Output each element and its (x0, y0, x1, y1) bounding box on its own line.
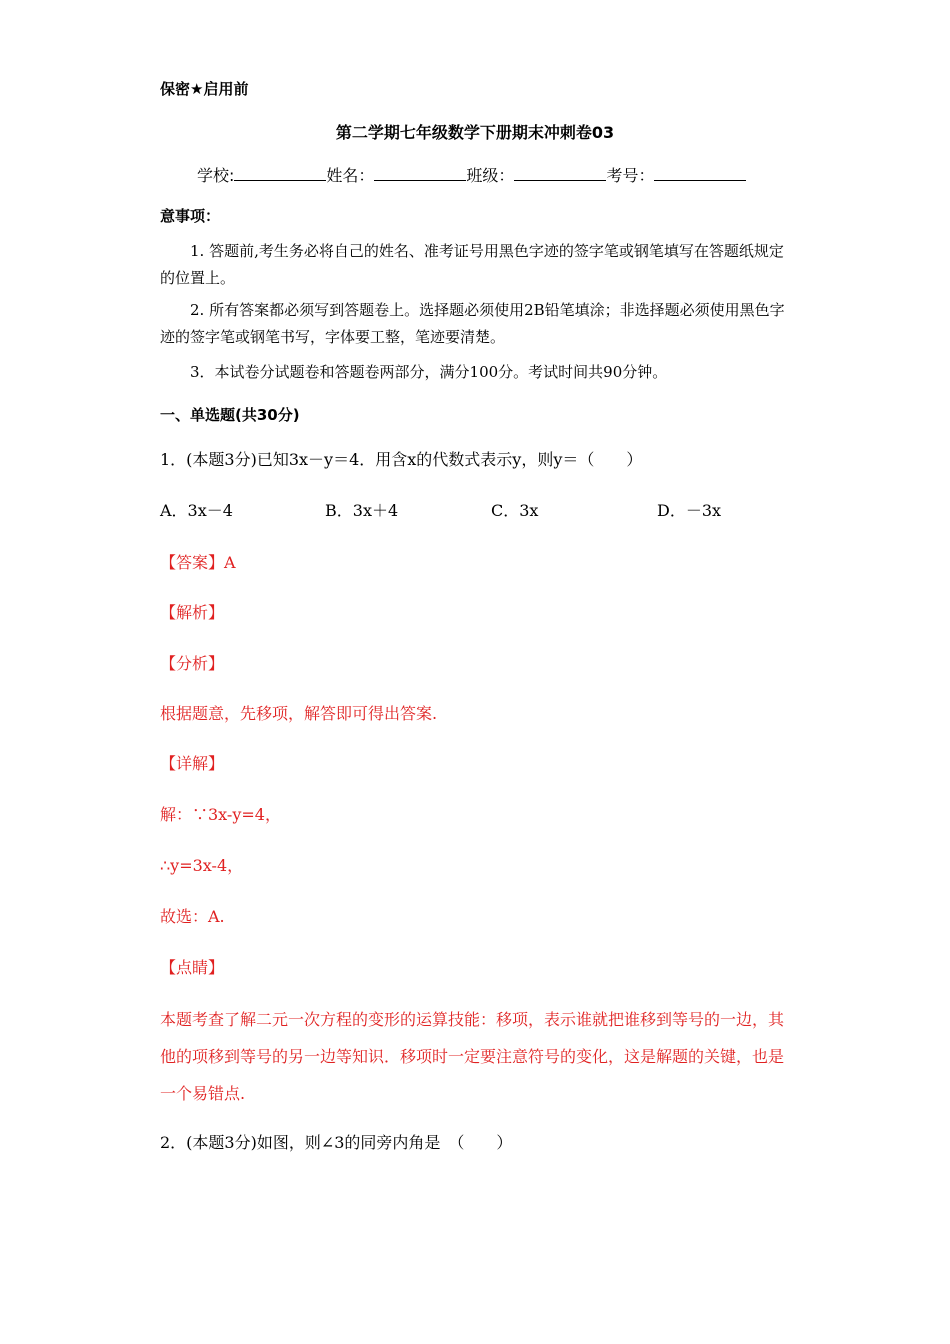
page-title: 第二学期七年级数学下册期末冲刺卷03 (335, 123, 615, 142)
q1-comment-tag: 【点睛】 (160, 958, 225, 977)
section-heading: 一、单选题(共30分) (160, 406, 300, 424)
q1-option-d: D．－3x (657, 501, 722, 520)
class-label: 班级： (466, 166, 515, 185)
q1-analysis-tag: 【解析】 (160, 603, 225, 622)
q1-comment-text: 本题考查了解二元一次方程的变形的运算技能：移项，表示谁就把谁移到等号的一边，其他的项移到等号的另一边等知识．移项时一定要注意符号的变化，这是解题的关键，也是一个易错点. (160, 1010, 785, 1103)
notice-item-2: 2. 所有答案都必须写到答题卷上。选择题必须使用2B铅笔填涂；非选择题必须使用黑色字迹的签字笔或钢笔书写，字体要工整，笔迹要清楚。 (160, 301, 785, 346)
confidential-label: 保密★启用前 (160, 80, 249, 98)
q1-fenxi-text: 根据题意，先移项，解答即可得出答案. (160, 704, 438, 723)
class-blank[interactable] (514, 166, 606, 181)
q1-step-3: 故选：A. (160, 907, 225, 926)
q1-detail-tag: 【详解】 (160, 754, 225, 773)
q1-option-a: A．3x－4 (160, 501, 233, 520)
school-blank[interactable] (234, 166, 326, 181)
student-info-line (197, 163, 746, 186)
q1-stem: 1．(本题3分)已知3x－y＝4．用含x的代数式表示y，则y＝（ ） (160, 450, 643, 469)
q1-step-1: 解：∵3x-y=4， (160, 805, 281, 824)
notice-heading: 意事项： (160, 207, 221, 225)
q1-fenxi-tag: 【分析】 (160, 654, 225, 673)
q1-step-2: ∴y=3x-4， (160, 856, 244, 875)
name-blank[interactable] (374, 166, 466, 181)
school-label: 学校: (197, 166, 235, 185)
exam-no-label: 考号： (606, 166, 655, 185)
notice-item-1: 1. 答题前,考生务必将自己的姓名、准考证号用黑色字迹的签字笔或钢笔填写在答题纸规定的位置上。 (160, 242, 784, 287)
q2-stem: 2．(本题3分)如图，则∠3的同旁内角是 （ ） (160, 1133, 513, 1152)
exam-no-blank[interactable] (654, 166, 746, 181)
notice-item-3: 3．本试卷分试题卷和答题卷两部分，满分100分。考试时间共90分钟。 (190, 363, 668, 381)
q1-answer: 【答案】A (160, 553, 236, 572)
q1-option-b: B．3x＋4 (325, 501, 399, 520)
q1-option-c: C．3x (491, 501, 539, 520)
name-label: 姓名： (326, 166, 375, 185)
